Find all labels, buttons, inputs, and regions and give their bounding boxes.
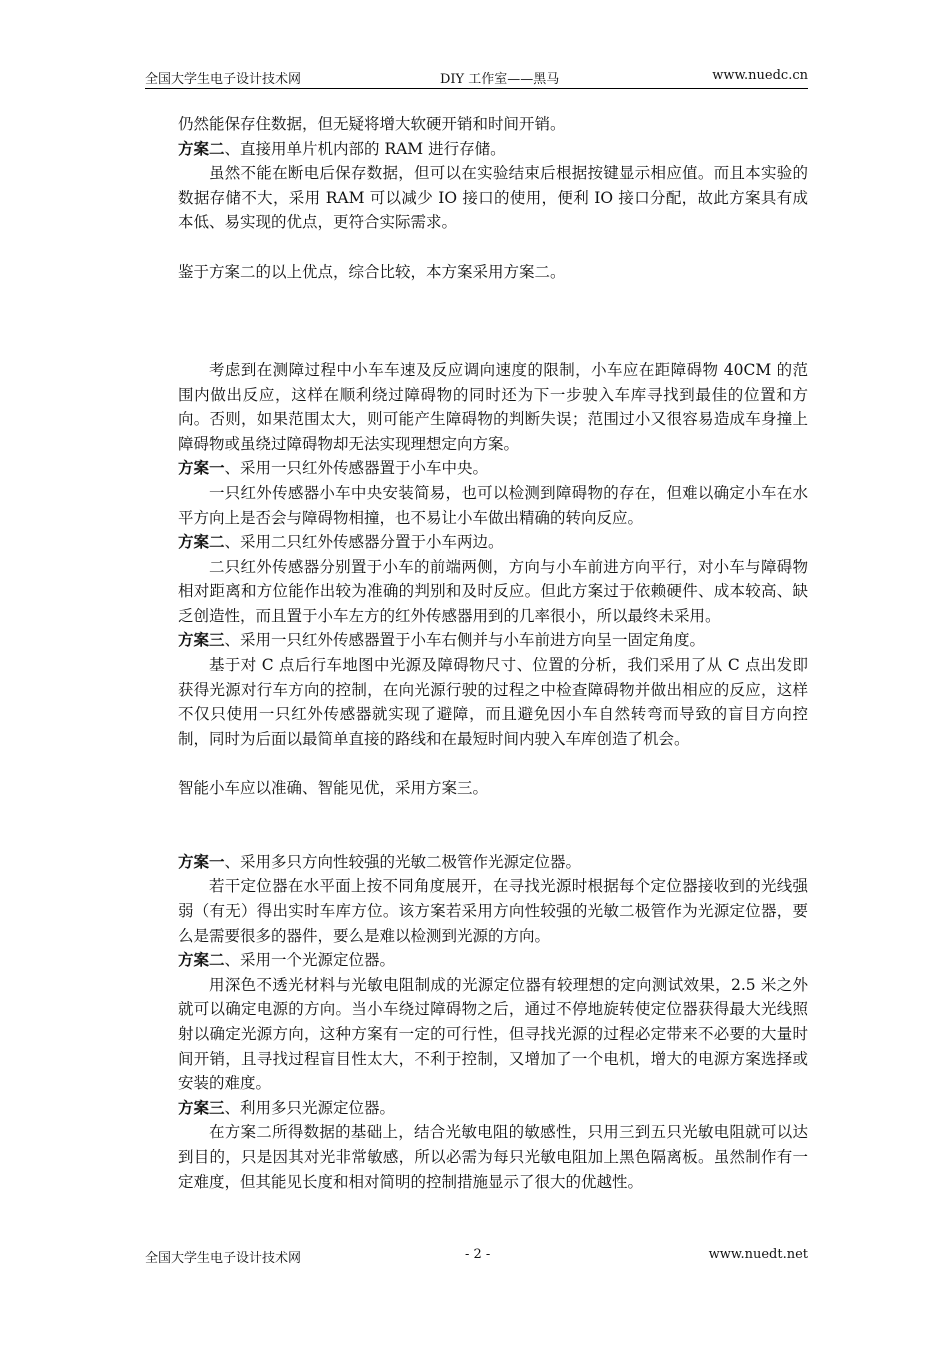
section-conclusion: 鉴于方案二的以上优点，综合比较，本方案采用方案二。 — [178, 262, 566, 281]
plan-title: 、采用二只红外传感器分置于小车两边。 — [224, 533, 504, 552]
page-number: - 2 - — [465, 1247, 491, 1262]
plan-heading — [178, 948, 808, 973]
header-studio-name: DIY 工作室——黑马 — [440, 72, 560, 87]
plan-heading — [178, 137, 808, 162]
plan-label: 方案一 — [178, 458, 225, 478]
paragraph-continuation: 仍然能保存住数据，但无疑将增大软硬开销和时间开销。 — [178, 115, 566, 133]
plan-label: 方案三 — [178, 1097, 225, 1117]
footer-url: www.nuedt.net — [708, 1247, 808, 1262]
footer-site-name: 全国大学生电子设计技术网 — [145, 1251, 302, 1266]
plan-description: 若干定位器在水平面上按不同角度展开，在寻找光源时根据每个定位器接收到的光线强弱（有无）得出实时车库方位。该方案若采用方向性较强的光敏二极管作为光源定位器，要么是需要很多的器件，要么是难以检测到光源的方向。 — [178, 877, 808, 945]
plan-heading — [178, 628, 808, 653]
plan-title: 、直接用单片机内部的 RAM 进行存储。 — [224, 139, 506, 158]
plan-title: 、采用一个光源定位器。 — [224, 951, 396, 970]
plan-title: 、利用多只光源定位器。 — [224, 1098, 396, 1117]
header-site-name: 全国大学生电子设计技术网 — [145, 72, 302, 87]
plan-title: 、采用多只方向性较强的光敏二极管作光源定位器。 — [224, 852, 582, 871]
plan-label: 方案二 — [178, 950, 225, 970]
plan-title: 、采用一只红外传感器置于小车右侧并与小车前进方向呈一固定角度。 — [224, 631, 706, 650]
plan-label: 方案三 — [178, 630, 225, 650]
plan-description: 二只红外传感器分别置于小车的前端两侧，方向与小车前进方向平行，对小车与障碍物相对距离和方位能作出较为准确的判别和及时反应。但此方案过于依赖硬件、成本较高、缺乏创造性，而且置于小车左方的红外传感器用到的几率很小，所以最终未采用。 — [178, 557, 808, 625]
section-intro: 考虑到在测障过程中小车车速及反应调向速度的限制，小车应在距障碍物 40CM 的范围内做出反应，这样在顺利绕过障碍物的同时还为下一步驶入车库寻找到最佳的位置和方向。否则，如果范围太大，则可能产生障碍物的判断失误；范围过小又很容易造成车身撞上障碍物或虽绕过障碍物却无法实现理想定向方案。 — [178, 360, 808, 453]
plan-heading — [178, 850, 808, 875]
plan-description: 用深色不透光材料与光敏电阻制成的光源定位器有较理想的定向测试效果，2.5 米之外就可以确定电源的方向。当小车绕过障碍物之后，通过不停地旋转使定位器获得最大光线照射以确定光源方向，这种方案有一定的可行性，但寻找光源的过程必定带来不必要的大量时间开销，且寻找过程盲目性太大，不利于控制，又增加了一个电机，增大的电源方案选择或安装的难度。 — [178, 975, 808, 1093]
plan-heading — [178, 1096, 808, 1121]
section-conclusion: 智能小车应以准确、智能见优，采用方案三。 — [178, 779, 489, 798]
plan-heading — [178, 530, 808, 555]
plan-title: 、采用一只红外传感器置于小车中央。 — [224, 459, 489, 478]
page-header — [145, 66, 808, 89]
plan-heading — [178, 456, 808, 481]
plan-description: 虽然不能在断电后保存数据，但可以在实验结束后根据按键显示相应值。而且本实验的数据存储不大，采用 RAM 可以减少 IO 接口的使用，便利 IO 接口分配，故此方案具有成本低、易实现的优点，更符合实际需求。 — [178, 164, 808, 232]
plan-description: 一只红外传感器小车中央安装简易，也可以检测到障碍物的存在，但难以确定小车在水平方向上是否会与障碍物相撞，也不易让小车做出精确的转向反应。 — [178, 483, 808, 527]
document-body — [178, 112, 808, 1194]
plan-label: 方案二 — [178, 532, 225, 552]
plan-label: 方案二 — [178, 138, 225, 158]
plan-description: 在方案二所得数据的基础上，结合光敏电阻的敏感性，只用三到五只光敏电阻就可以达到目的，只是因其对光非常敏感，所以必需为每只光敏电阻加上黑色隔离板。虽然制作有一定难度，但其能见长度和相对简明的控制措施显示了很大的优越性。 — [178, 1123, 808, 1191]
plan-description: 基于对 C 点后行车地图中光源及障碍物尺寸、位置的分析，我们采用了从 C 点出发即获得光源对行车方向的控制，在向光源行驶的过程之中检查障碍物并做出相应的反应，这样不仅只使用一只红外传感器就实现了避障，而且避免因小车自然转弯而导致的盲目方向控制，同时为后面以最简单直接的路线和在最短时间内驶入车库创造了机会。 — [178, 656, 808, 748]
plan-label: 方案一 — [178, 851, 225, 871]
header-url: www.nuedc.cn — [712, 68, 808, 83]
